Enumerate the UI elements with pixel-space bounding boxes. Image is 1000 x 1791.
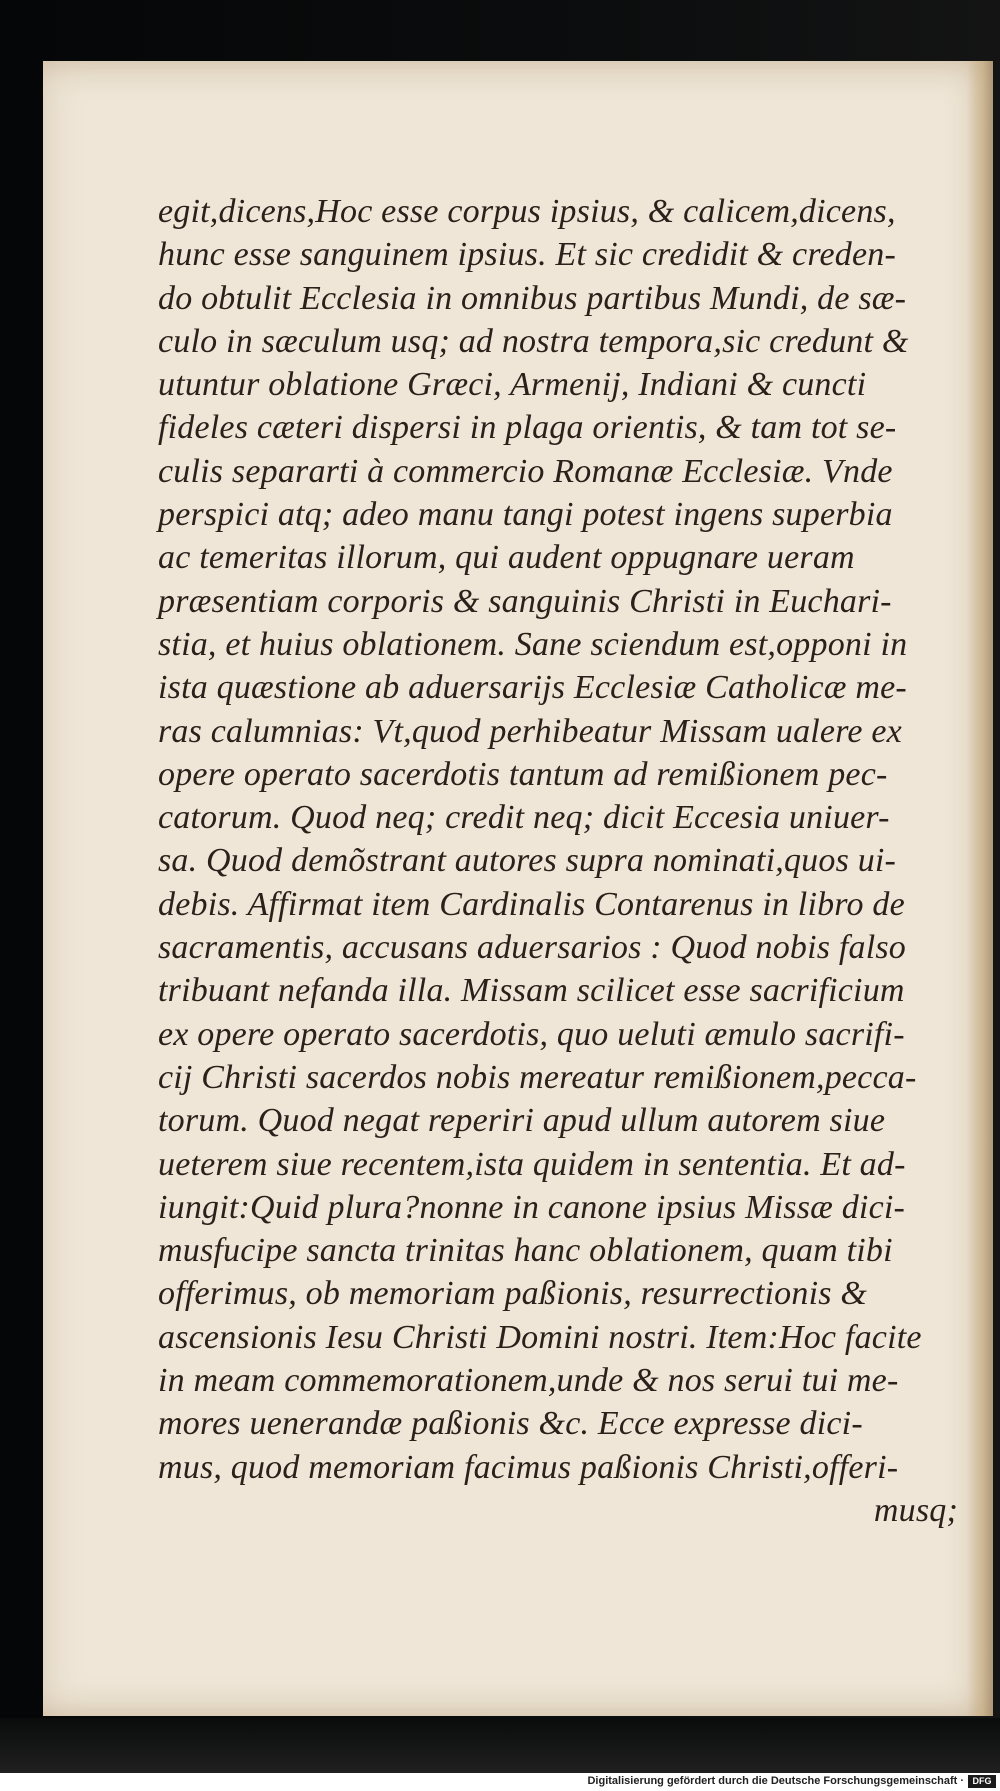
text-line: utuntur oblatione Græci, Armenij, Indiani & cuncti: [158, 366, 867, 404]
text-line: ac temeritas illorum, qui audent oppugnare ueram: [158, 539, 855, 577]
text-line: musfucipe sancta trinitas hanc oblationem, quam tibi: [158, 1232, 893, 1270]
text-line: ras calumnias: Vt,quod perhibeatur Missam ualere ex: [158, 712, 902, 750]
page-body-text: [158, 190, 958, 1532]
text-line: egit,dicens,Hoc esse corpus ipsius, & calicem,dicens,: [158, 193, 896, 230]
text-line: ex opere operato sacerdotis, quo ueluti æmulo sacrifi-: [158, 1015, 905, 1053]
text-line: perspici atq; adeo manu tangi potest ingens superbia: [158, 496, 893, 534]
text-line: torum. Quod negat reperiri apud ullum autorem siue: [158, 1102, 886, 1140]
text-line: ascensionis Iesu Christi Domini nostri. Item:Hoc facite: [158, 1318, 922, 1356]
text-line: catorum. Quod neq; credit neq; dicit Eccesia uniuer-: [158, 799, 890, 837]
text-line: culo in sæculum usq; ad nostra tempora,sic credunt &: [158, 322, 909, 360]
text-line: offerimus, ob memoriam paßionis, resurrectionis &: [158, 1275, 867, 1313]
page-gutter-shadow: [967, 61, 993, 1716]
text-line: opere operato sacerdotis tantum ad remißionem pec-: [158, 755, 888, 793]
text-line: stia, et huius oblationem. Sane sciendum est,opponi in: [158, 625, 908, 663]
text-line: in meam commemorationem,unde & nos serui tui me-: [158, 1362, 899, 1400]
text-line: ueterem siue recentem,ista quidem in sententia. Et ad-: [158, 1145, 906, 1183]
text-line: sa. Quod demõstrant autores supra nominati,quos ui-: [158, 842, 897, 880]
text-line: mores uenerandæ paßionis &c. Ecce expresse dici-: [158, 1405, 863, 1443]
footer-credit: Digitalisierung gefördert durch die Deutsche Forschungsgemeinschaft ·: [587, 1775, 964, 1787]
text-line: do obtulit Ecclesia in omnibus partibus Mundi, de sæ-: [158, 279, 907, 317]
text-line: culis separarti à commercio Romanæ Ecclesiæ. Vnde: [158, 452, 893, 490]
text-line: ista quæstione ab aduersarijs Ecclesiæ Catholicæ me-: [158, 669, 907, 707]
dfg-logo: DFG: [968, 1775, 996, 1788]
text-line: tribuant nefanda illa. Missam scilicet esse sacrificium: [158, 972, 905, 1010]
text-line: mus, quod memoriam facimus paßionis Christi,offeri-: [158, 1448, 899, 1486]
text-line: cij Christi sacerdos nobis mereatur remißionem,pecca-: [158, 1058, 917, 1096]
scan-bottom-edge: [0, 1718, 1000, 1773]
footer-bar: [0, 1773, 1000, 1791]
text-line: præsentiam corporis & sanguinis Christi in Euchari-: [158, 582, 892, 620]
text-line: hunc esse sanguinem ipsius. Et sic credidit & creden-: [158, 236, 896, 274]
text-line: fideles cæteri dispersi in plaga orientis, & tam tot se-: [158, 409, 897, 447]
text-line: sacramentis, accusans aduersarios : Quod nobis falso: [158, 929, 907, 967]
catchword: musq;: [873, 1491, 958, 1529]
text-line: debis. Affirmat item Cardinalis Contarenus in libro de: [158, 885, 905, 923]
text-line: iungit:Quid plura?nonne in canone ipsius Missæ dici-: [158, 1188, 906, 1226]
